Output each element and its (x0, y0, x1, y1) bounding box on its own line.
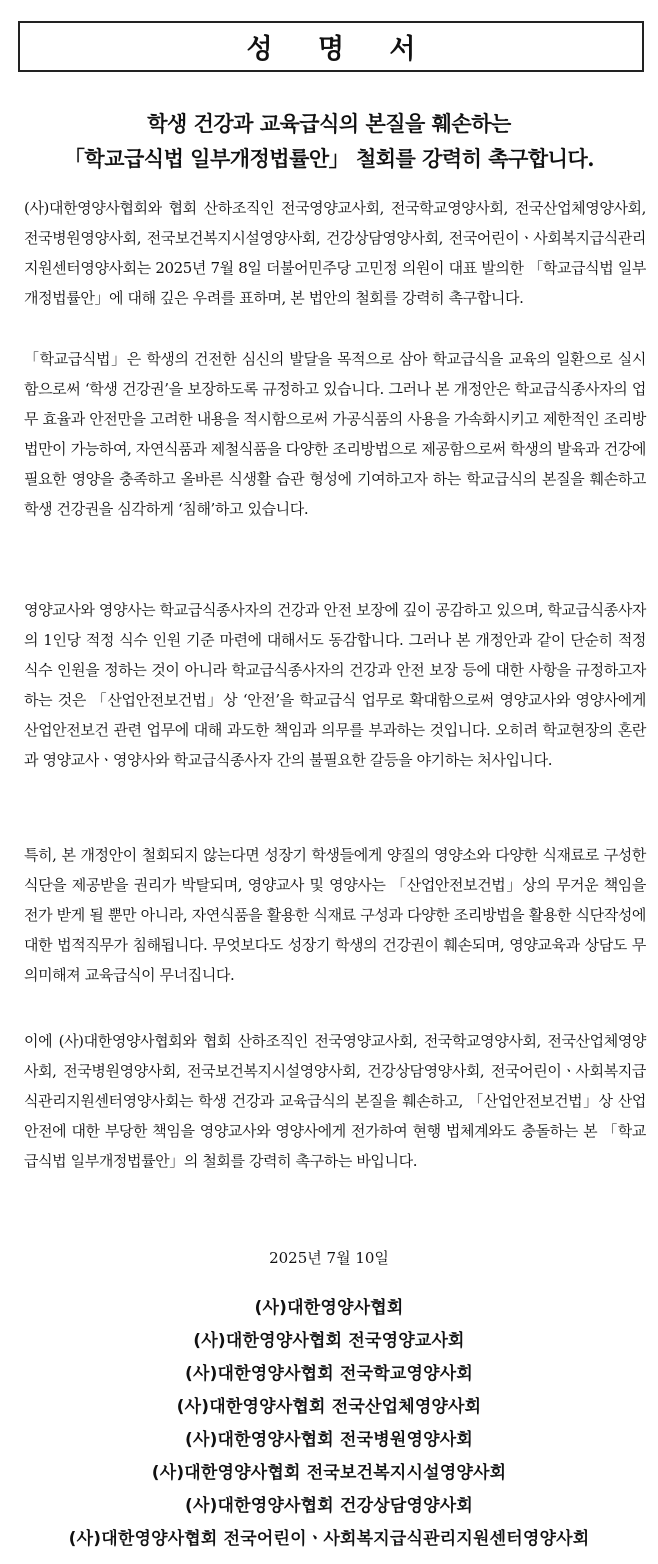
signatory-line: (사)대한영양사협회 전국산업체영양사회 (176, 1397, 482, 1417)
headline-line-1: 학생 건강과 교육급식의 본질을 훼손하는 (147, 111, 511, 136)
paragraph-1: (사)대한영양사협회와 협회 산하조직인 전국영양교사회, 전국학교영양사회, 전국산업체영양사회, 전국병원영양사회, 전국보건복지시설영양사회, 건강상담영양사회, 전국어린이ㆍ사회복지급식관리지원센터영양사회는 2025년 7월 8일 더불어민주당 고민정 의원이 대표 발의한 「학교급식법 일부개정법률안」에 대해 깊은 우려를 표하며, 본 법안의 철회를 강력히 촉구합니다. (24, 199, 646, 307)
signatory-line: (사)대한영양사협회 건강상담영양사회 (184, 1496, 473, 1516)
paragraph-2: 「학교급식법」은 학생의 건전한 심신의 발달을 목적으로 삼아 학교급식을 교육의 일환으로 실시함으로써 ‘학생 건강권’을 보장하도록 규정하고 있습니다. 그러나 본 개정안은 학교급식종사자의 업무 효율과 안전만을 고려한 내용을 적시함으로써 가공식품의 사용을 가속화시키고 제한적인 조리방법만이 가능하여, 자연식품과 제철식품을 다양한 조리방법으로 제공함으로써 학생의 발육과 건강에 필요한 영양을 충족하고 올바른 식생활 습관 형성에 기여하고자 하는 학교급식의 본질을 훼손하고 학생 건강권을 심각하게 ‘침해’하고 있습니다. (24, 350, 647, 518)
signatory-list (0, 1292, 658, 1556)
signatory-line: (사)대한영양사협회 (254, 1298, 404, 1318)
document-title: 성 명 서 (246, 34, 434, 65)
signatory-line: (사)대한영양사협회 전국어린이ㆍ사회복지급식관리지원센터영양사회 (68, 1529, 590, 1549)
signatory-line: (사)대한영양사협회 전국보건복지시설영양사회 (151, 1463, 507, 1483)
paragraph-5: 이에 (사)대한영양사협회와 협회 산하조직인 전국영양교사회, 전국학교영양사회, 전국산업체영양사회, 전국병원영양사회, 전국보건복지시설영양사회, 건강상담영양사회, 전국어린이ㆍ사회복지급식관리지원센터영양사회는 학생 건강과 교육급식의 본질을 훼손하고, 「산업안전보건법」상 산업안전에 대한 부당한 책임을 영양교사와 영양사에게 전가하여 현행 법체계와도 충돌하는 본 「학교급식법 일부개정법률안」의 철회를 강력히 촉구하는 바입니다. (24, 1032, 646, 1170)
signatory-line: (사)대한영양사협회 전국학교영양사회 (184, 1364, 473, 1384)
statement-date: 2025년 7월 10일 (269, 1249, 389, 1267)
signatory-line: (사)대한영양사협회 전국영양교사회 (193, 1331, 465, 1351)
headline-line-2: 「학교급식법 일부개정법률안」 철회를 강력히 촉구합니다. (63, 146, 595, 171)
paragraph-3: 영양교사와 영양사는 학교급식종사자의 건강과 안전 보장에 깊이 공감하고 있으며, 학교급식종사자의 1인당 적정 식수 인원 기준 마련에 대해서도 동감합니다. 그러나 본 개정안과 같이 단순히 적정 식수 인원을 정하는 것이 아니라 학교급식종사자의 건강과 안전 보장 등에 대한 사항을 규정하고자 하는 것은 「산업안전보건법」상 ‘안전’을 학교급식 업무로 확대함으로써 영양교사와 영양사에게 산업안전보건 관련 업무에 대해 과도한 책임과 의무를 부과하는 것입니다. 오히려 학교현장의 혼란과 영양교사ㆍ영양사와 학교급식종사자 간의 불필요한 갈등을 야기하는 처사입니다. (24, 601, 646, 769)
title-box (18, 21, 644, 72)
signatory-line: (사)대한영양사협회 전국병원영양사회 (184, 1430, 473, 1450)
paragraph-4: 특히, 본 개정안이 철회되지 않는다면 성장기 학생들에게 양질의 영양소와 다양한 식재료로 구성한 식단을 제공받을 권리가 박탈되며, 영양교사 및 영양사는 「산업안전보건법」상의 무거운 책임을 전가 받게 될 뿐만 아니라, 자연식품을 활용한 식재료 구성과 다양한 조리방법을 활용한 식단작성에 대한 법적직무가 침해됩니다. 무엇보다도 성장기 학생의 건강권이 훼손되며, 영양교육과 상담도 무의미해져 교육급식이 무너집니다. (24, 846, 646, 984)
